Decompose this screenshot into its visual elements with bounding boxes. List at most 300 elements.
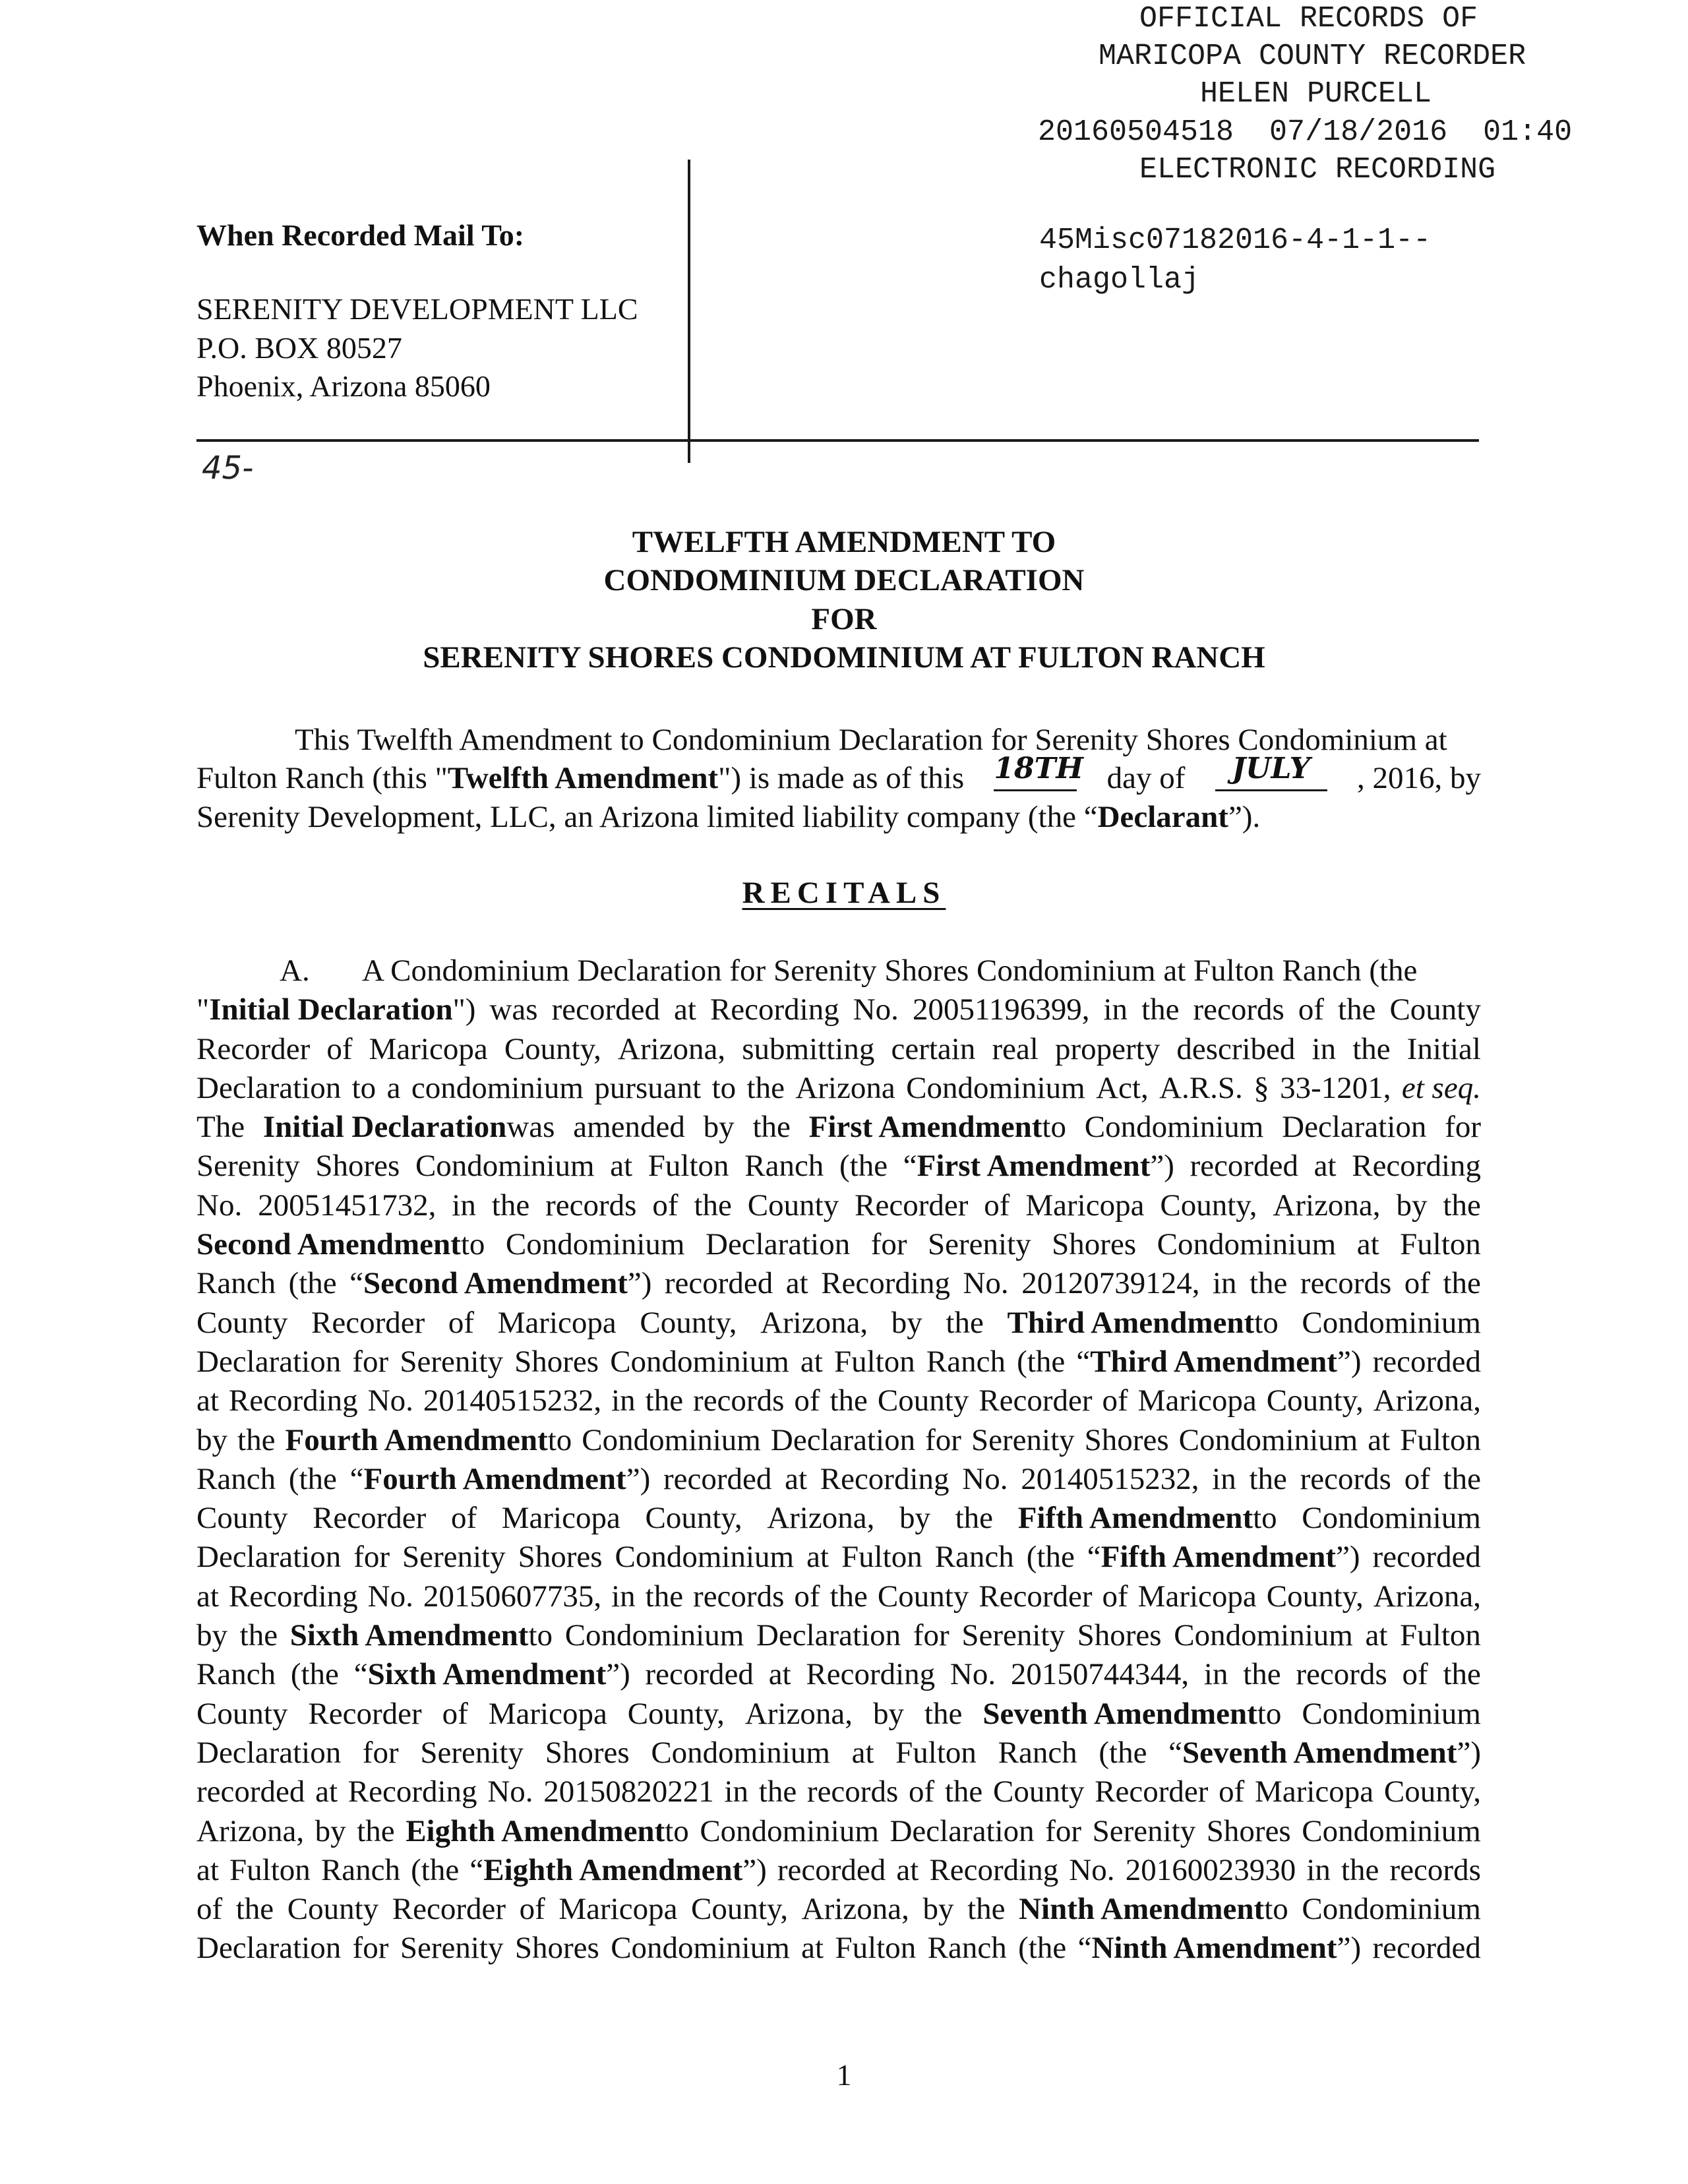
recital-line <box>196 1695 1481 1734</box>
mail-to-address: P.O. BOX 80527 <box>196 331 402 365</box>
word: was <box>489 992 538 1027</box>
word: No. <box>962 1461 1008 1496</box>
word: the <box>1249 1461 1287 1496</box>
word: Condominium <box>1157 1227 1337 1262</box>
word: 20150607735, <box>423 1579 602 1614</box>
document-title-line: SERENITY SHORES CONDOMINIUM AT FULTON RANCH <box>423 640 1265 675</box>
recital-line <box>196 1812 1481 1851</box>
word: recorded <box>777 1852 886 1887</box>
word: for <box>1045 1813 1082 1848</box>
word: “Eighth Amendment”) <box>469 1852 767 1887</box>
mail-to-heading: When Recorded Mail To: <box>196 218 525 252</box>
defined-term: Third Amendment <box>1090 1344 1337 1379</box>
recital-line <box>196 1616 1481 1655</box>
word: Condominium <box>582 1422 761 1457</box>
word: by <box>703 1110 735 1145</box>
recital-line <box>196 1929 1481 1968</box>
document-title-line: FOR <box>811 602 877 636</box>
word: Arizona, <box>1373 1383 1481 1418</box>
word: the <box>967 1892 1006 1927</box>
word: “Fourth Amendment”) <box>349 1461 651 1496</box>
defined-term: et seq. <box>1401 1070 1481 1105</box>
word: at <box>196 1579 219 1614</box>
defined-term: Third Amendment <box>1007 1305 1255 1340</box>
word: Condominium <box>505 1227 685 1262</box>
word: First Amendmentto <box>808 1110 1066 1145</box>
word: the <box>955 1501 994 1536</box>
defined-term: Declarant <box>1097 800 1228 834</box>
defined-term: Fifth Amendment <box>1100 1540 1337 1575</box>
word: Shores <box>518 1540 603 1575</box>
word: A.R.S. <box>1159 1070 1243 1105</box>
word: the <box>752 1110 791 1145</box>
word: “Sixth Amendment”) <box>353 1657 630 1692</box>
word: Fourth Amendmentto <box>285 1422 572 1457</box>
word: Recorder <box>979 1579 1093 1614</box>
word: the <box>1338 992 1376 1027</box>
word: recorded <box>1372 1540 1481 1575</box>
word: Fulton <box>229 1852 311 1887</box>
word: at <box>1368 1422 1391 1457</box>
intro-line <box>196 752 1481 797</box>
word: Arizona, <box>1373 1579 1481 1614</box>
word: of <box>1402 1657 1428 1692</box>
word: Condominium <box>700 1813 879 1848</box>
word: Fulton <box>1400 1618 1481 1653</box>
word: 20160023930 <box>1125 1852 1296 1887</box>
recital-line <box>196 1734 1481 1773</box>
word: Condominium <box>1084 1110 1264 1145</box>
word: (the <box>288 1266 337 1301</box>
recital-line <box>196 1030 1481 1069</box>
recital-line <box>196 1304 1481 1343</box>
defined-term: Initial Declaration <box>209 992 453 1027</box>
word: County <box>993 1774 1085 1809</box>
word: Ranch <box>196 1461 276 1496</box>
word: in <box>1311 1031 1337 1066</box>
word: in <box>724 1774 749 1809</box>
word: of <box>442 1696 468 1731</box>
word: the <box>746 1070 785 1105</box>
word: the <box>235 1892 274 1927</box>
handwritten-day: 18TH <box>994 752 1083 785</box>
word: Condominium <box>415 1149 595 1184</box>
word: records <box>693 1579 785 1614</box>
recital-line <box>196 1577 1481 1616</box>
intro-line: Serenity Development, LLC, an Arizona limited liability company (the “Declarant”). <box>196 800 1261 834</box>
word: Shores <box>1077 1618 1162 1653</box>
recital-line <box>196 1264 1481 1303</box>
word: County, <box>627 1696 725 1731</box>
word: Shores <box>1206 1813 1291 1848</box>
word: County, <box>645 1501 742 1536</box>
word: Recorder <box>979 1383 1093 1418</box>
page-number: 1 <box>836 2058 852 2092</box>
word: by <box>891 1305 922 1340</box>
word: No. <box>963 1266 1009 1301</box>
word: Serenity <box>420 1735 524 1770</box>
word: Seventh Amendmentto <box>982 1696 1282 1731</box>
word: Arizona, <box>196 1813 305 1848</box>
intro-line: This Twelfth Amendment to Condominium Declaration for Serenity Shores Condominium at <box>295 723 1447 757</box>
word: Arizona, <box>760 1305 868 1340</box>
word: Eighth Amendmentto <box>406 1813 689 1848</box>
word: in <box>611 1383 636 1418</box>
word: for <box>362 1735 399 1770</box>
word: Declaration <box>196 1931 342 1966</box>
vertical-divider <box>688 160 690 463</box>
word: recorded <box>196 1774 305 1809</box>
word: Condominium <box>1178 1422 1358 1457</box>
word: pursuant <box>594 1070 702 1105</box>
mail-to-city: Phoenix, Arizona 85060 <box>196 369 491 403</box>
defined-term: Seventh Amendment <box>982 1696 1257 1731</box>
word: County, <box>1266 1579 1364 1614</box>
word: Serenity <box>928 1227 1031 1262</box>
word: for <box>913 1618 950 1653</box>
word: Recording <box>821 1266 950 1301</box>
word: County, <box>504 1031 601 1066</box>
word: Recording <box>228 1383 358 1418</box>
word: Recording <box>1352 1149 1481 1184</box>
word: for <box>925 1422 961 1457</box>
word: Fulton <box>895 1735 977 1770</box>
word: Recorder <box>308 1696 422 1731</box>
word: No. <box>367 1383 413 1418</box>
word: Maricopa <box>558 1892 678 1927</box>
word: Condominium <box>611 1931 790 1966</box>
defined-term: Ninth Amendment <box>1091 1931 1337 1966</box>
word: to <box>351 1070 377 1105</box>
word: for <box>870 1227 907 1262</box>
word: of <box>652 1188 678 1223</box>
word: Declaration <box>196 1540 342 1575</box>
word: Recording <box>806 1657 936 1692</box>
word: the <box>1443 1657 1481 1692</box>
word: Fulton <box>648 1149 729 1184</box>
word: Arizona <box>795 1070 895 1105</box>
recording-stamp-line: ELECTRONIC RECORDING <box>1139 153 1496 187</box>
word: Condominium <box>1302 1813 1481 1848</box>
handwritten-mark: 45- <box>202 450 254 487</box>
word: Recording <box>347 1774 477 1809</box>
word: (the <box>288 1461 337 1496</box>
word: 20150820221 <box>543 1774 714 1809</box>
word: Recorder <box>196 1031 311 1066</box>
recital-line <box>196 1538 1481 1577</box>
word: Second Amendmentto <box>196 1227 485 1262</box>
word: in <box>1103 992 1128 1027</box>
word: County <box>196 1696 288 1731</box>
word: Ranch <box>196 1657 276 1692</box>
word: Declaration <box>1282 1110 1427 1145</box>
defined-term: Fourth Amendment <box>285 1422 548 1457</box>
defined-term: Second Amendment <box>196 1227 461 1262</box>
word: of <box>1102 1383 1128 1418</box>
word: Condominium <box>1302 1305 1481 1340</box>
word: in <box>1212 1266 1237 1301</box>
word: recorded <box>1372 1931 1481 1966</box>
defined-term: Second Amendment <box>363 1266 628 1301</box>
word: of <box>450 1501 477 1536</box>
word: Declaration <box>770 1422 916 1457</box>
word: Serenity <box>961 1618 1065 1653</box>
word: recorded <box>551 992 660 1027</box>
word: “Seventh Amendment”) <box>1168 1735 1481 1770</box>
word: Condominium <box>651 1735 830 1770</box>
word: County, <box>1160 1188 1257 1223</box>
word: recorded <box>1372 1344 1481 1379</box>
word: at <box>1365 1618 1388 1653</box>
word: Declaration <box>756 1618 901 1653</box>
word: records <box>1296 1657 1387 1692</box>
word: recorded <box>664 1266 773 1301</box>
word: § <box>1253 1070 1269 1105</box>
word: the <box>491 1188 530 1223</box>
word: of <box>326 1031 353 1066</box>
word: Recording <box>820 1461 950 1496</box>
word: Shores <box>514 1344 599 1379</box>
word: Serenity <box>196 1149 300 1184</box>
word: Initial Declarationwas <box>262 1110 555 1145</box>
word: Maricopa <box>488 1696 607 1731</box>
word: of <box>1404 1461 1430 1496</box>
word: of <box>794 1383 820 1418</box>
word: Maricopa <box>1137 1383 1257 1418</box>
word: County, <box>640 1305 737 1340</box>
defined-term: Sixth Amendment <box>289 1618 529 1653</box>
word: the <box>1341 1852 1379 1887</box>
word: Condominium <box>1302 1501 1481 1536</box>
defined-term: Twelfth Amendment <box>447 761 719 795</box>
word: described <box>1176 1031 1296 1066</box>
word: (the <box>1018 1931 1067 1966</box>
word: recorded <box>645 1657 754 1692</box>
recording-stamp-line: OFFICIAL RECORDS OF <box>1139 2 1478 36</box>
defined-term: Eighth Amendment <box>483 1852 743 1887</box>
word: for <box>353 1540 390 1575</box>
word: Fulton <box>835 1931 917 1966</box>
word: County <box>287 1892 379 1927</box>
word: 20140515232, <box>1021 1461 1199 1496</box>
word: the <box>1352 1031 1391 1066</box>
word: the <box>758 1774 797 1809</box>
defined-term: Ninth Amendment <box>1019 1892 1265 1927</box>
word: 20051196399, <box>912 992 1090 1027</box>
word: Condominium <box>1174 1618 1353 1653</box>
word: records <box>1193 992 1284 1027</box>
mail-to-company: SERENITY DEVELOPMENT LLC <box>196 292 638 326</box>
word: real <box>992 1031 1039 1066</box>
word: Ranch <box>196 1266 276 1301</box>
file-code-line: 45Misc07182016-4-1-1-- <box>1039 224 1432 257</box>
recording-stamp-line: HELEN PURCELL <box>1200 77 1432 111</box>
word: certain <box>891 1031 976 1066</box>
word: at <box>800 1344 823 1379</box>
word: Shores <box>545 1735 630 1770</box>
word: of <box>1219 1774 1245 1809</box>
word: Condominium <box>1302 1696 1481 1731</box>
word: The <box>196 1110 245 1145</box>
word: Serenity <box>400 1931 504 1966</box>
word: to <box>711 1070 737 1105</box>
word: Maricopa <box>497 1305 617 1340</box>
word: Maricopa <box>1255 1774 1374 1809</box>
word: records <box>1300 1266 1392 1301</box>
word: (the <box>1099 1735 1147 1770</box>
recital-line <box>196 1499 1481 1538</box>
word: Shores <box>1084 1422 1169 1457</box>
word: Ninth Amendmentto <box>1019 1892 1288 1927</box>
word: (the <box>1026 1540 1075 1575</box>
word: Recording <box>929 1852 1059 1887</box>
word: Serenity <box>971 1422 1075 1457</box>
word: No. <box>367 1579 413 1614</box>
word: the <box>237 1422 276 1457</box>
word: Shores <box>514 1931 599 1966</box>
defined-term: Fourth Amendment <box>363 1461 626 1496</box>
word: the <box>1443 1188 1481 1223</box>
recital-line <box>196 1655 1481 1694</box>
word: 20051451732, <box>258 1188 437 1223</box>
word: of <box>1404 1266 1430 1301</box>
word: condominium <box>411 1070 584 1105</box>
handwritten-month: JULY <box>1232 752 1311 785</box>
word: No. <box>1069 1852 1115 1887</box>
word: “Third Amendment”) <box>1076 1344 1362 1379</box>
word: Fifth Amendmentto <box>1017 1501 1277 1536</box>
word: (the <box>411 1852 460 1887</box>
word: Maricopa <box>1025 1188 1145 1223</box>
word: at <box>196 1852 219 1887</box>
word: recorded <box>663 1461 772 1496</box>
word: property <box>1054 1031 1160 1066</box>
word: Declaration <box>889 1813 1035 1848</box>
word: by <box>196 1618 227 1653</box>
recital-line <box>196 990 1481 1029</box>
word: County <box>196 1305 288 1340</box>
word: (the <box>839 1149 888 1184</box>
word: (the <box>290 1657 339 1692</box>
recital-line <box>196 1147 1481 1186</box>
word: in <box>1203 1657 1228 1692</box>
word: No. <box>853 992 899 1027</box>
word: the <box>645 1383 684 1418</box>
word: Maricopa <box>369 1031 488 1066</box>
word: “First Amendment”) <box>903 1149 1174 1184</box>
recital-line <box>196 1225 1481 1264</box>
word: Recorder <box>855 1188 969 1223</box>
word: Arizona, <box>801 1892 909 1927</box>
word: for <box>352 1344 389 1379</box>
horizontal-divider <box>688 439 1479 442</box>
word: Third Amendmentto <box>1007 1305 1279 1340</box>
recital-line <box>196 1773 1481 1811</box>
word: County, <box>691 1892 789 1927</box>
word: the <box>694 1188 732 1223</box>
word: County, <box>1383 1774 1481 1809</box>
word: by <box>1396 1188 1428 1223</box>
word: at <box>768 1657 791 1692</box>
word: County <box>1389 992 1481 1027</box>
word: “Ninth Amendment”) <box>1077 1931 1362 1966</box>
word: of <box>448 1305 475 1340</box>
word: of <box>984 1188 1010 1223</box>
defined-term: First Amendment <box>917 1149 1151 1184</box>
word: the <box>944 1774 983 1809</box>
word: Ranch <box>320 1852 401 1887</box>
recitals-heading: RECITALS <box>742 876 946 910</box>
recital-a-paragraph <box>196 952 1481 1968</box>
word: Recording <box>228 1579 358 1614</box>
word: by <box>922 1892 954 1927</box>
defined-term: Sixth Amendment <box>367 1657 607 1692</box>
word: the <box>357 1813 395 1848</box>
intro-text: day of <box>1106 761 1186 795</box>
word: Arizona, <box>1273 1188 1381 1223</box>
word: for <box>352 1931 389 1966</box>
word: for <box>1445 1110 1481 1145</box>
word: records <box>1300 1461 1391 1496</box>
word: Maricopa <box>1137 1579 1257 1614</box>
word: Shores <box>1052 1227 1137 1262</box>
word: at <box>610 1149 633 1184</box>
recital-line <box>196 1890 1481 1929</box>
defined-term: Fifth Amendment <box>1017 1501 1253 1536</box>
word: by <box>899 1501 930 1536</box>
recital-line <box>196 1460 1481 1499</box>
word: Maricopa <box>501 1501 620 1536</box>
word: Declaration <box>196 1070 342 1105</box>
word: Condominium <box>615 1540 795 1575</box>
word: in <box>1212 1461 1236 1496</box>
word: at <box>1356 1227 1379 1262</box>
word: No. <box>950 1657 996 1692</box>
word: the <box>829 1579 868 1614</box>
word: records <box>693 1383 785 1418</box>
word: Ranch <box>927 1931 1007 1966</box>
word: "Initial Declaration") <box>196 992 476 1027</box>
word: County <box>877 1383 969 1418</box>
word: records <box>545 1188 637 1223</box>
word: Declaration <box>706 1227 851 1262</box>
word: Ranch <box>934 1540 1014 1575</box>
word: County <box>877 1579 969 1614</box>
word: (the <box>1017 1344 1066 1379</box>
word: County <box>747 1188 839 1223</box>
word: the <box>924 1696 963 1731</box>
word: the <box>1243 1657 1281 1692</box>
word: Recording <box>709 992 839 1027</box>
word: 20150744344, <box>1010 1657 1190 1692</box>
word: by <box>196 1422 227 1457</box>
word: at <box>896 1852 919 1887</box>
word: Initial <box>1406 1031 1481 1066</box>
word: Arizona, <box>744 1696 853 1731</box>
word: Recorder <box>1095 1774 1209 1809</box>
word: at <box>1313 1149 1337 1184</box>
word: in <box>1306 1852 1331 1887</box>
word: the <box>1443 1461 1481 1496</box>
word: of <box>1298 992 1324 1027</box>
recital-text: A Condominium Declaration for Serenity Shores Condominium at Fulton Ranch (the <box>362 954 1418 988</box>
defined-term: Seventh Amendment <box>1182 1735 1457 1770</box>
recital-line <box>196 1108 1481 1147</box>
file-code-line: chagollaj <box>1039 263 1200 297</box>
word: Fulton <box>841 1540 922 1575</box>
month-blank <box>1215 752 1327 791</box>
word: of <box>1102 1579 1128 1614</box>
